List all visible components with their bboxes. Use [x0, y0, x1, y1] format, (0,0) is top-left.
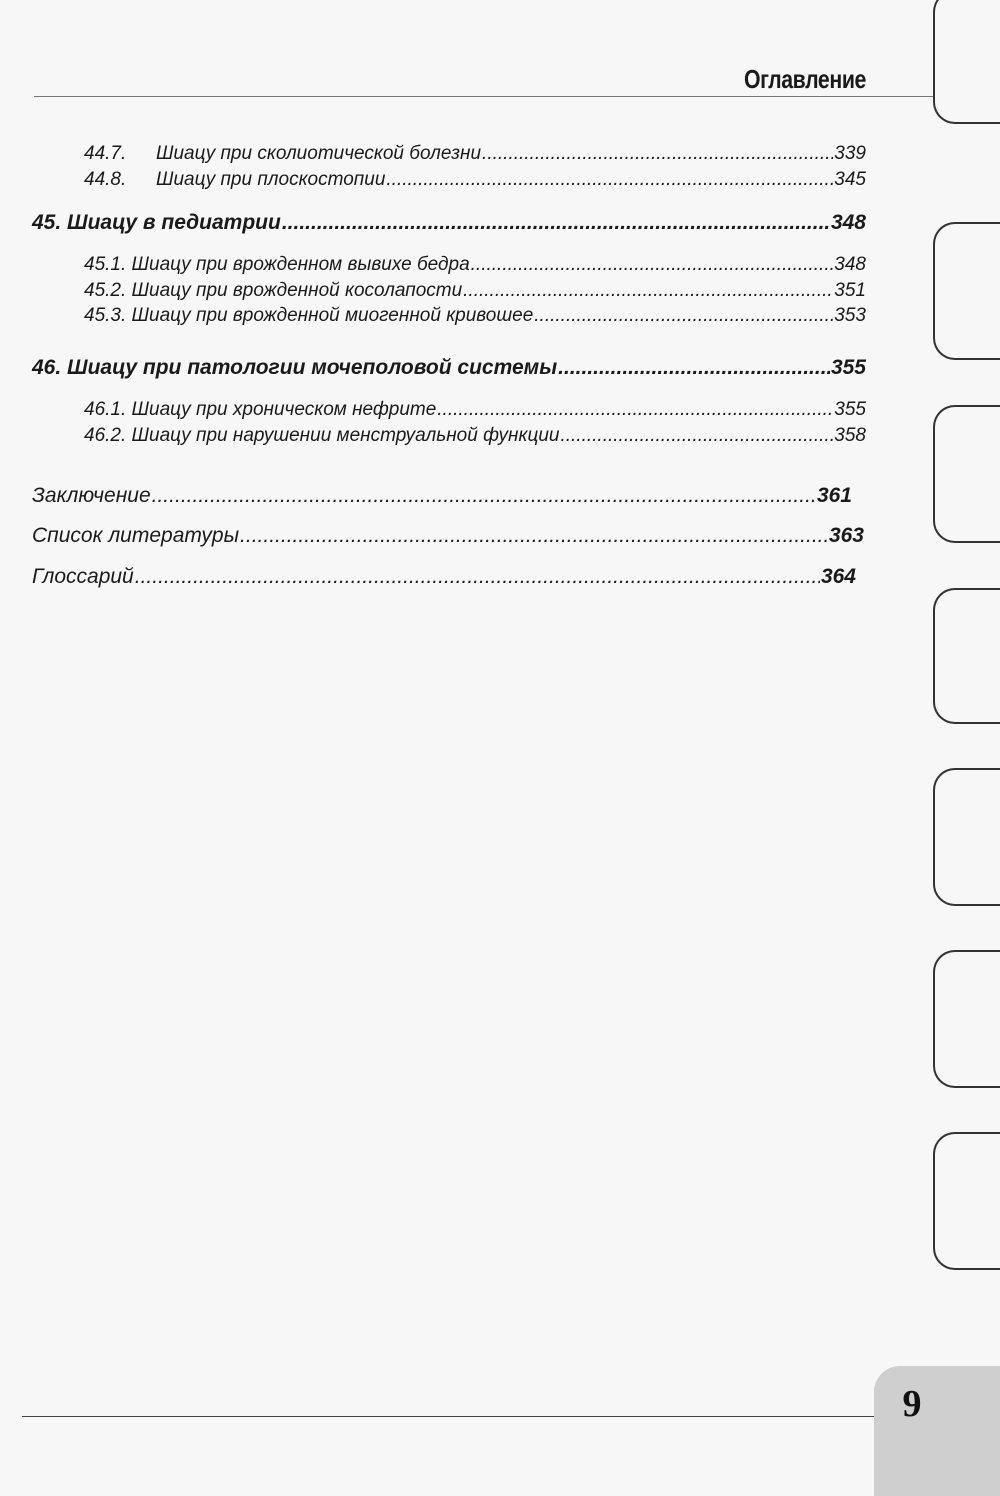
toc-entry-title: 46.2. Шиацу при нарушении менструальной функции: [84, 425, 560, 446]
toc-entry[interactable]: [84, 425, 866, 449]
toc-entry-page: 345: [834, 169, 866, 190]
toc-entry-page: 351: [834, 280, 866, 301]
toc-chapter-entry[interactable]: [32, 211, 866, 239]
toc-leader-dots: [560, 425, 833, 447]
toc-entry-number: 44.8.: [84, 169, 127, 190]
toc-entry-page: 353: [834, 305, 866, 326]
footer-rule: [22, 1416, 878, 1417]
toc-leader-dots: [558, 356, 830, 380]
toc-leader-dots: [534, 305, 833, 327]
toc-endmatter-entry[interactable]: [32, 565, 856, 593]
toc-chapter-page: 355: [830, 356, 866, 379]
toc-chapter-title: 46. Шиацу при патологии мочеполовой системы: [32, 356, 558, 379]
toc-leader-dots: [386, 169, 833, 191]
running-header-title: Оглавление: [743, 64, 866, 94]
index-tab-7: [933, 1132, 1000, 1270]
page-number: 9: [902, 1383, 922, 1425]
toc-leader-dots: [463, 280, 833, 302]
toc-chapter-page: 348: [830, 211, 866, 234]
toc-leader-dots: [437, 399, 833, 421]
toc-entry-title: Шиацу при сколиотической болезни: [156, 143, 482, 164]
toc-entry[interactable]: [84, 399, 866, 423]
toc-entry[interactable]: [84, 305, 866, 329]
toc-chapter-title: 45. Шиацу в педиатрии: [32, 211, 281, 234]
toc-entry-title: 45.3. Шиацу при врожденной миогенной кривошее: [84, 305, 534, 326]
toc-leader-dots: [482, 143, 833, 165]
toc-entry[interactable]: [84, 280, 866, 304]
toc-entry-title: 45.2. Шиацу при врожденной косолапости: [84, 280, 463, 301]
toc-endmatter-title: Глоссарий: [32, 565, 134, 588]
index-tab-4: [933, 588, 1000, 724]
toc-entry-page: 339: [834, 143, 866, 164]
toc-leader-dots: [471, 254, 834, 276]
toc-endmatter-entry[interactable]: [32, 484, 852, 512]
toc-entry[interactable]: [84, 169, 866, 193]
toc-endmatter-entry[interactable]: [32, 524, 864, 552]
toc-endmatter-page: 361: [816, 484, 852, 507]
index-tab-5: [933, 768, 1000, 906]
toc-entry-page: 358: [834, 425, 866, 446]
toc-entry-number: 44.7.: [84, 143, 127, 164]
toc-entry-page: 355: [834, 399, 866, 420]
toc-entry[interactable]: [84, 254, 866, 278]
index-tab-6: [933, 950, 1000, 1088]
toc-endmatter-title: Заключение: [32, 484, 151, 507]
index-tab-2: [933, 222, 1000, 360]
index-tab-1: [933, 0, 1000, 124]
toc-endmatter-title: Список литературы: [32, 524, 240, 547]
toc-entry-title: 45.1. Шиацу при врожденном вывихе бедра: [84, 254, 470, 275]
toc-leader-dots: [282, 211, 830, 235]
toc-entry-title: Шиацу при плоскостопии: [156, 169, 386, 190]
toc-entry-title: 46.1. Шиацу при хроническом нефрите: [84, 399, 437, 420]
toc-entry[interactable]: [84, 143, 866, 167]
toc-endmatter-page: 363: [828, 524, 864, 547]
header-rule: [34, 96, 934, 97]
toc-entry-page: 348: [834, 254, 866, 275]
toc-chapter-entry[interactable]: [32, 356, 866, 384]
index-tab-3: [933, 405, 1000, 543]
toc-leader-dots: [152, 484, 816, 508]
toc-leader-dots: [135, 565, 820, 589]
toc-endmatter-page: 364: [820, 565, 856, 588]
toc-leader-dots: [240, 524, 828, 548]
